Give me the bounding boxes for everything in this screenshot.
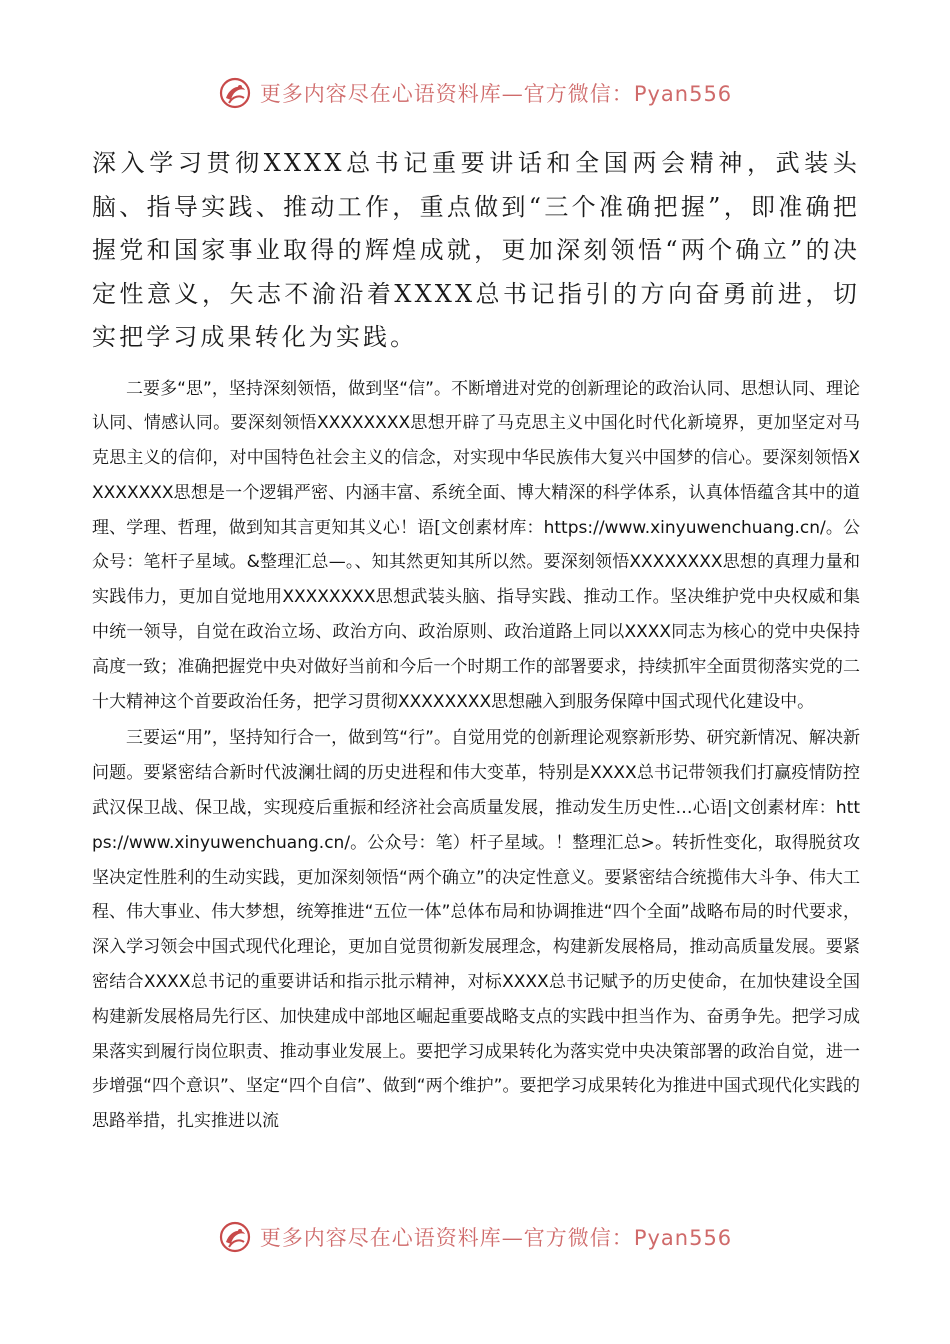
header-watermark [0, 73, 950, 113]
header-watermark-text: 更多内容尽在心语资料库—官方微信：Pyan556 [259, 82, 733, 106]
paragraph-apply: 三要运“用”，坚持知行合一，做到笃“行”。自觉用党的创新理论观察新形势、研究新情况、解决新问题。要紧密结合新时代波澜壮阔的历史进程和伟大变革，特别是XXXX总书记带领我们打赢疫情防控武汉保卫战、保卫战，实现疫后重振和经济社会高质量发展，推动发生历史性…心语|文创素材库：https://www.xinyuwenchuang.cn/。公众号：笔）杆子星域。！整理汇总>。转折性变化，取得脱贫攻坚决定性胜利的生动实践，更加深刻领悟“两个确立”的决定性意义。要紧密结合统揽伟大斗争、伟大工程、伟大事业、伟大梦想，统筹推进“五位一体”总体布局和协调推进“四个全面”战略布局的时代要求，深入学习领会中国式现代化理论，更加自觉贯彻新发展理念，构建新发展格局，推动高质量发展。要紧密结合XXXX总书记的重要讲话和指示批示精神，对标XXXX总书记赋予的历史使命，在加快建设全国构建新发展格局先行区、加快建成中部地区崛起重要战略支点的实践中担当作为、奋勇争先。把学习成果落实到履行岗位职责、推动事业发展上。要把学习成果转化为落实党中央决策部署的政治自觉，进一步增强“四个意识”、坚定“四个自信”、做到“两个维护”。要把学习成果转化为推进中国式现代化实践的思路举措，扎实推进以流 [92, 728, 860, 1132]
document-body [92, 142, 860, 1139]
footer-watermark-text: 更多内容尽在心语资料库—官方微信：Pyan556 [259, 1226, 733, 1250]
red-swirl-logo-icon [218, 1220, 252, 1254]
red-swirl-logo-icon [218, 76, 252, 110]
paragraph-think: 二要多“思”，坚持深刻领悟，做到坚“信”。不断增进对党的创新理论的政治认同、思想认同、理论认同、情感认同。要深刻领悟XXXXXXXX思想开辟了马克思主义中国化时代化新境界，更加坚定对马克思主义的信仰，对中国特色社会主义的信念，对实现中华民族伟大复兴中国梦的信心。要深刻领悟XXXXXXXX思想是一个逻辑严密、内涵丰富、系统全面、博大精深的科学体系，认真体悟蕴含其中的道理、学理、哲理，做到知其言更知其义心！语[文创素材库：https://www.xinyuwenchuang.cn/。公众号：笔杆子星域。&整理汇总—。、知其然更知其所以然。要深刻领悟XXXXXXXX思想的真理力量和实践伟力，更加自觉地用XXXXXXXX思想武装头脑、指导实践、推动工作。坚决维护党中央权威和集中统一领导，自觉在政治立场、政治方向、政治原则、政治道路上同以XXXX同志为核心的党中央保持高度一致；准确把握党中央对做好当前和今后一个时期工作的部署要求，持续抓牢全面贯彻落实党的二十大精神这个首要政治任务，把学习贯彻XXXXXXXX思想融入到服务保障中国式现代化建设中。 [92, 378, 860, 712]
lead-paragraph: 深入学习贯彻XXXX总书记重要讲话和全国两会精神，武装头脑、指导实践、推动工作，重点做到“三个准确把握”，即准确把握党和国家事业取得的辉煌成就，更加深刻领悟“两个确立”的决定性意义，矢志不渝沿着XXXX总书记指引的方向奋勇前进，切实把学习成果转化为实践。 [92, 149, 860, 351]
footer-watermark [0, 1217, 950, 1257]
